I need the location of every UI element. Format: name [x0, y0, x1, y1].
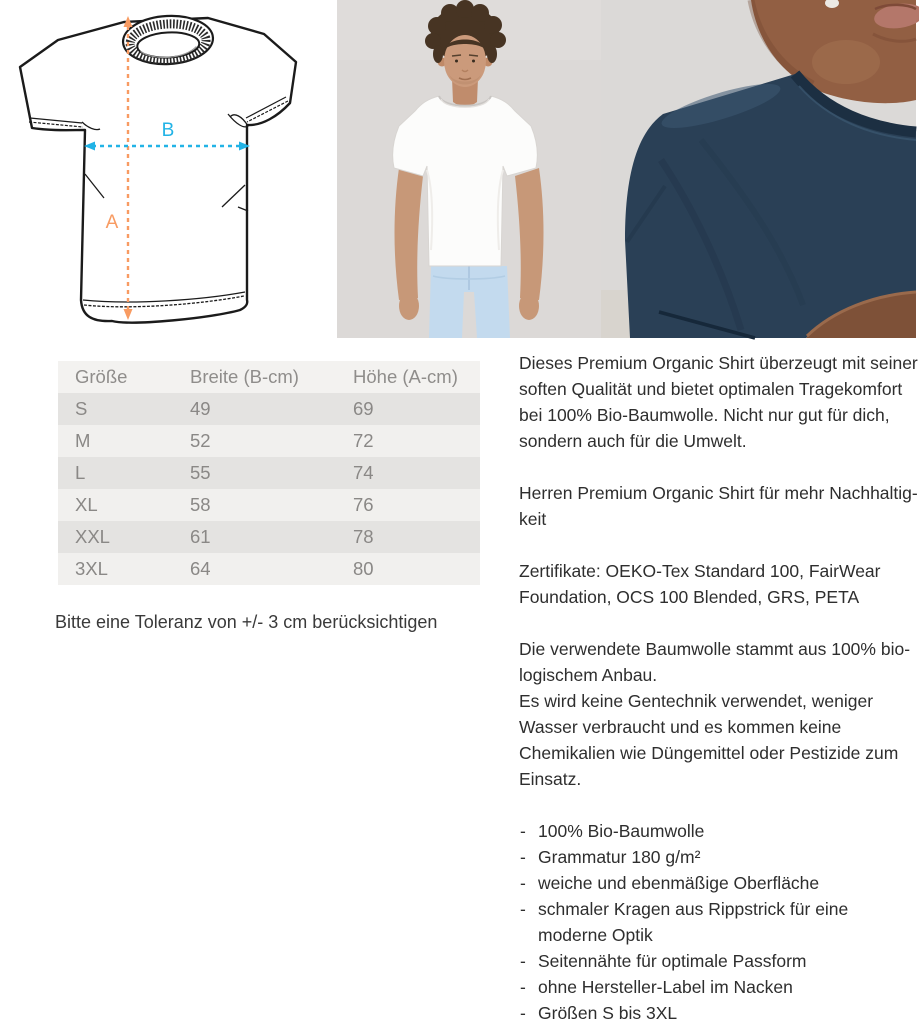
cell-breite: 52 [189, 425, 352, 457]
table-row [58, 553, 480, 585]
description-paragraph-sustainability: Herren Premium Organic Shirt für mehr Nachhaltigkeit [519, 483, 918, 529]
list-item: - weiche und ebenmäßige Oberfläche [519, 870, 919, 896]
cell-size: M [58, 425, 189, 457]
model-photo [337, 0, 601, 338]
feature-list [519, 818, 919, 1026]
cell-hoehe: 76 [352, 489, 480, 521]
description-paragraph-intro: Dieses Premium Organic Shirt überzeugt mit seiner soften Qualität und bietet optimalen Tragekomfort bei 100% Bio-Baumwolle. Nicht nur gut für dich, sondern auch für die Umwelt. [519, 353, 918, 451]
product-description [519, 350, 919, 1026]
detail-photo [601, 0, 916, 338]
tolerance-note: Bitte eine Toleranz von +/- 3 cm berücksichtigen [55, 612, 438, 632]
cell-size: 3XL [58, 553, 189, 585]
cell-hoehe: 69 [352, 393, 480, 425]
cell-size: XXL [58, 521, 189, 553]
description-paragraph-certificates: Zertifikate: OEKO-Tex Standard 100, FairWear Foundation, OCS 100 Blended, GRS, PETA [519, 561, 881, 607]
cotton-line-2: Es wird keine Gentechnik verwendet, weniger Wasser verbraucht und es kommen keine Chemikalien wie Düngemittel oder Pestizide zum Einsatz. [519, 691, 899, 789]
description-paragraph-cotton [519, 636, 919, 792]
col-header-groesse: Größe [58, 361, 189, 393]
cell-hoehe: 72 [352, 425, 480, 457]
list-item: - Größen S bis 3XL [519, 1000, 919, 1026]
cell-hoehe: 78 [352, 521, 480, 553]
cell-breite: 61 [189, 521, 352, 553]
table-row [58, 425, 480, 457]
label-a: A [105, 212, 119, 233]
cell-size: L [58, 457, 189, 489]
table-row [58, 489, 480, 521]
cell-hoehe: 80 [352, 553, 480, 585]
cell-size: S [58, 393, 189, 425]
label-b: B [161, 120, 175, 141]
list-item: - schmaler Kragen aus Rippstrick für eine moderne Optik [519, 896, 919, 948]
cell-hoehe: 74 [352, 457, 480, 489]
cotton-line-1: Die verwendete Baumwolle stammt aus 100% biologischem Anbau. [519, 639, 911, 685]
list-item: - Seitennähte für optimale Passform [519, 948, 919, 974]
table-header-row [58, 361, 480, 393]
col-header-breite: Breite (B-cm) [189, 361, 352, 393]
list-item: - Grammatur 180 g/m² [519, 844, 919, 870]
table-row [58, 393, 480, 425]
cell-size: XL [58, 489, 189, 521]
cell-breite: 49 [189, 393, 352, 425]
list-item: - ohne Hersteller-Label im Nacken [519, 974, 919, 1000]
table-row [58, 457, 480, 489]
cell-breite: 58 [189, 489, 352, 521]
list-item: - 100% Bio-Baumwolle [519, 818, 919, 844]
cell-breite: 64 [189, 553, 352, 585]
size-diagram [12, 4, 312, 334]
col-header-hoehe: Höhe (A-cm) [352, 361, 480, 393]
size-table [58, 361, 480, 585]
cell-breite: 55 [189, 457, 352, 489]
table-row [58, 521, 480, 553]
